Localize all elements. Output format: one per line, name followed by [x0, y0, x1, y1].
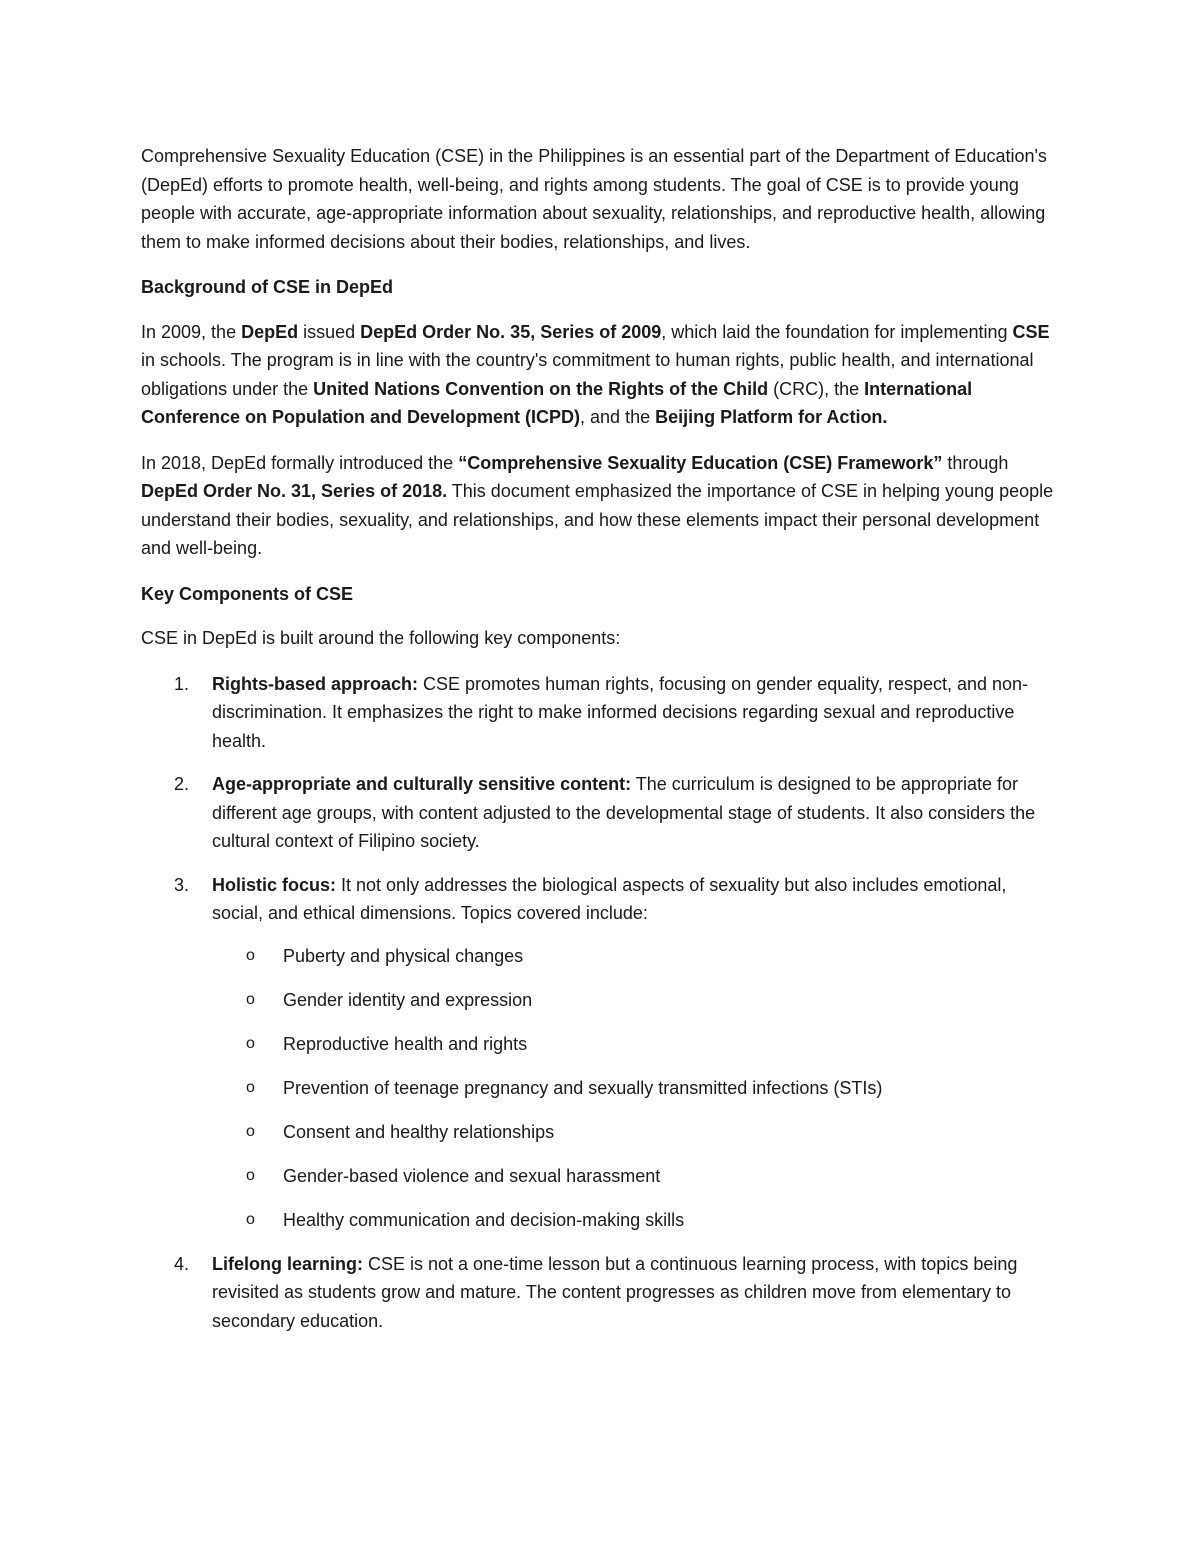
- intro-paragraph: Comprehensive Sexuality Education (CSE) in the Philippines is an essential part of the Department of Education's (DepEd) efforts to promote health, well-being, and rights among students. The goal of CSE is to provide young people with accurate, age-appropriate information about sexuality, relationships, and reproductive health, allowing them to make informed decisions about their bodies, relationships, and lives.: [141, 146, 1047, 252]
- bullet-icon: o: [246, 1122, 255, 1140]
- document-page: [141, 142, 1061, 1350]
- background-paragraph-2009: In 2009, the DepEd issued DepEd Order No. 35, Series of 2009, which laid the foundation for implementing CSE in schools. The program is in line with the country's commitment to human rights, public health, and international obligations under the United Nations Convention on the Rights of the Child (CRC), the International Conference on Population and Development (ICPD), and the Beijing Platform for Action.: [141, 321, 1050, 427]
- components-intro: CSE in DepEd is built around the following key components:: [141, 628, 621, 648]
- bullet-icon: o: [246, 990, 255, 1008]
- item-text: It not only addresses the biological aspects of sexuality but also includes emotional, social, and ethical dimensions. Topics covered include:: [212, 874, 1007, 923]
- topic-item: o Consent and healthy relationships: [212, 1118, 1061, 1147]
- components-list: [141, 670, 1061, 1336]
- item-title: Age-appropriate and culturally sensitive content:: [212, 774, 632, 794]
- topic-item: o Healthy communication and decision-making skills: [212, 1206, 1061, 1235]
- item-text: CSE promotes human rights, focusing on gender equality, respect, and non-discrimination. It emphasizes the right to make informed decisions regarding sexual and reproductive health.: [212, 673, 1029, 751]
- component-item: [141, 770, 1061, 856]
- item-text: The curriculum is designed to be appropriate for different age groups, with content adjusted to the developmental stage of students. It also considers the cultural context of Filipino society.: [212, 774, 1036, 851]
- item-number: 1.: [174, 673, 190, 694]
- item-number: 4.: [174, 1253, 190, 1274]
- component-item: [141, 1250, 1061, 1336]
- components-heading: Key Components of CSE: [141, 583, 354, 604]
- topic-item: o Puberty and physical changes: [212, 942, 1061, 971]
- item-title: Holistic focus:: [212, 874, 337, 895]
- item-title: Lifelong learning:: [212, 1253, 363, 1274]
- item-number: 2.: [174, 774, 190, 794]
- bullet-icon: o: [246, 946, 255, 964]
- component-item: [141, 670, 1061, 756]
- topics-list: [212, 942, 1061, 1235]
- bullet-icon: o: [246, 1078, 255, 1096]
- background-paragraph-2018: In 2018, DepEd formally introduced the “Comprehensive Sexuality Education (CSE) Framework” through DepEd Order No. 31, Series of 2018. This document emphasized the importance of CSE in helping young people understand their bodies, sexuality, and relationships, and how these elements impact their personal development and well-being.: [141, 452, 1054, 558]
- bullet-icon: o: [246, 1034, 255, 1052]
- topic-item: o Reproductive health and rights: [212, 1030, 1061, 1059]
- background-heading: Background of CSE in DepEd: [141, 277, 394, 297]
- component-item: [141, 871, 1061, 1235]
- bullet-icon: o: [246, 1210, 255, 1228]
- topic-item: o Gender identity and expression: [212, 986, 1061, 1015]
- item-text: CSE is not a one-time lesson but a continuous learning process, with topics being revisited as students grow and mature. The content progresses as children move from elementary to secondary education.: [212, 1253, 1018, 1331]
- item-title: Rights-based approach:: [212, 673, 419, 694]
- bullet-icon: o: [246, 1166, 255, 1184]
- topic-item: o Gender-based violence and sexual harassment: [212, 1162, 1061, 1191]
- topic-item: o Prevention of teenage pregnancy and sexually transmitted infections (STIs): [212, 1074, 1061, 1103]
- item-number: 3.: [174, 874, 190, 895]
